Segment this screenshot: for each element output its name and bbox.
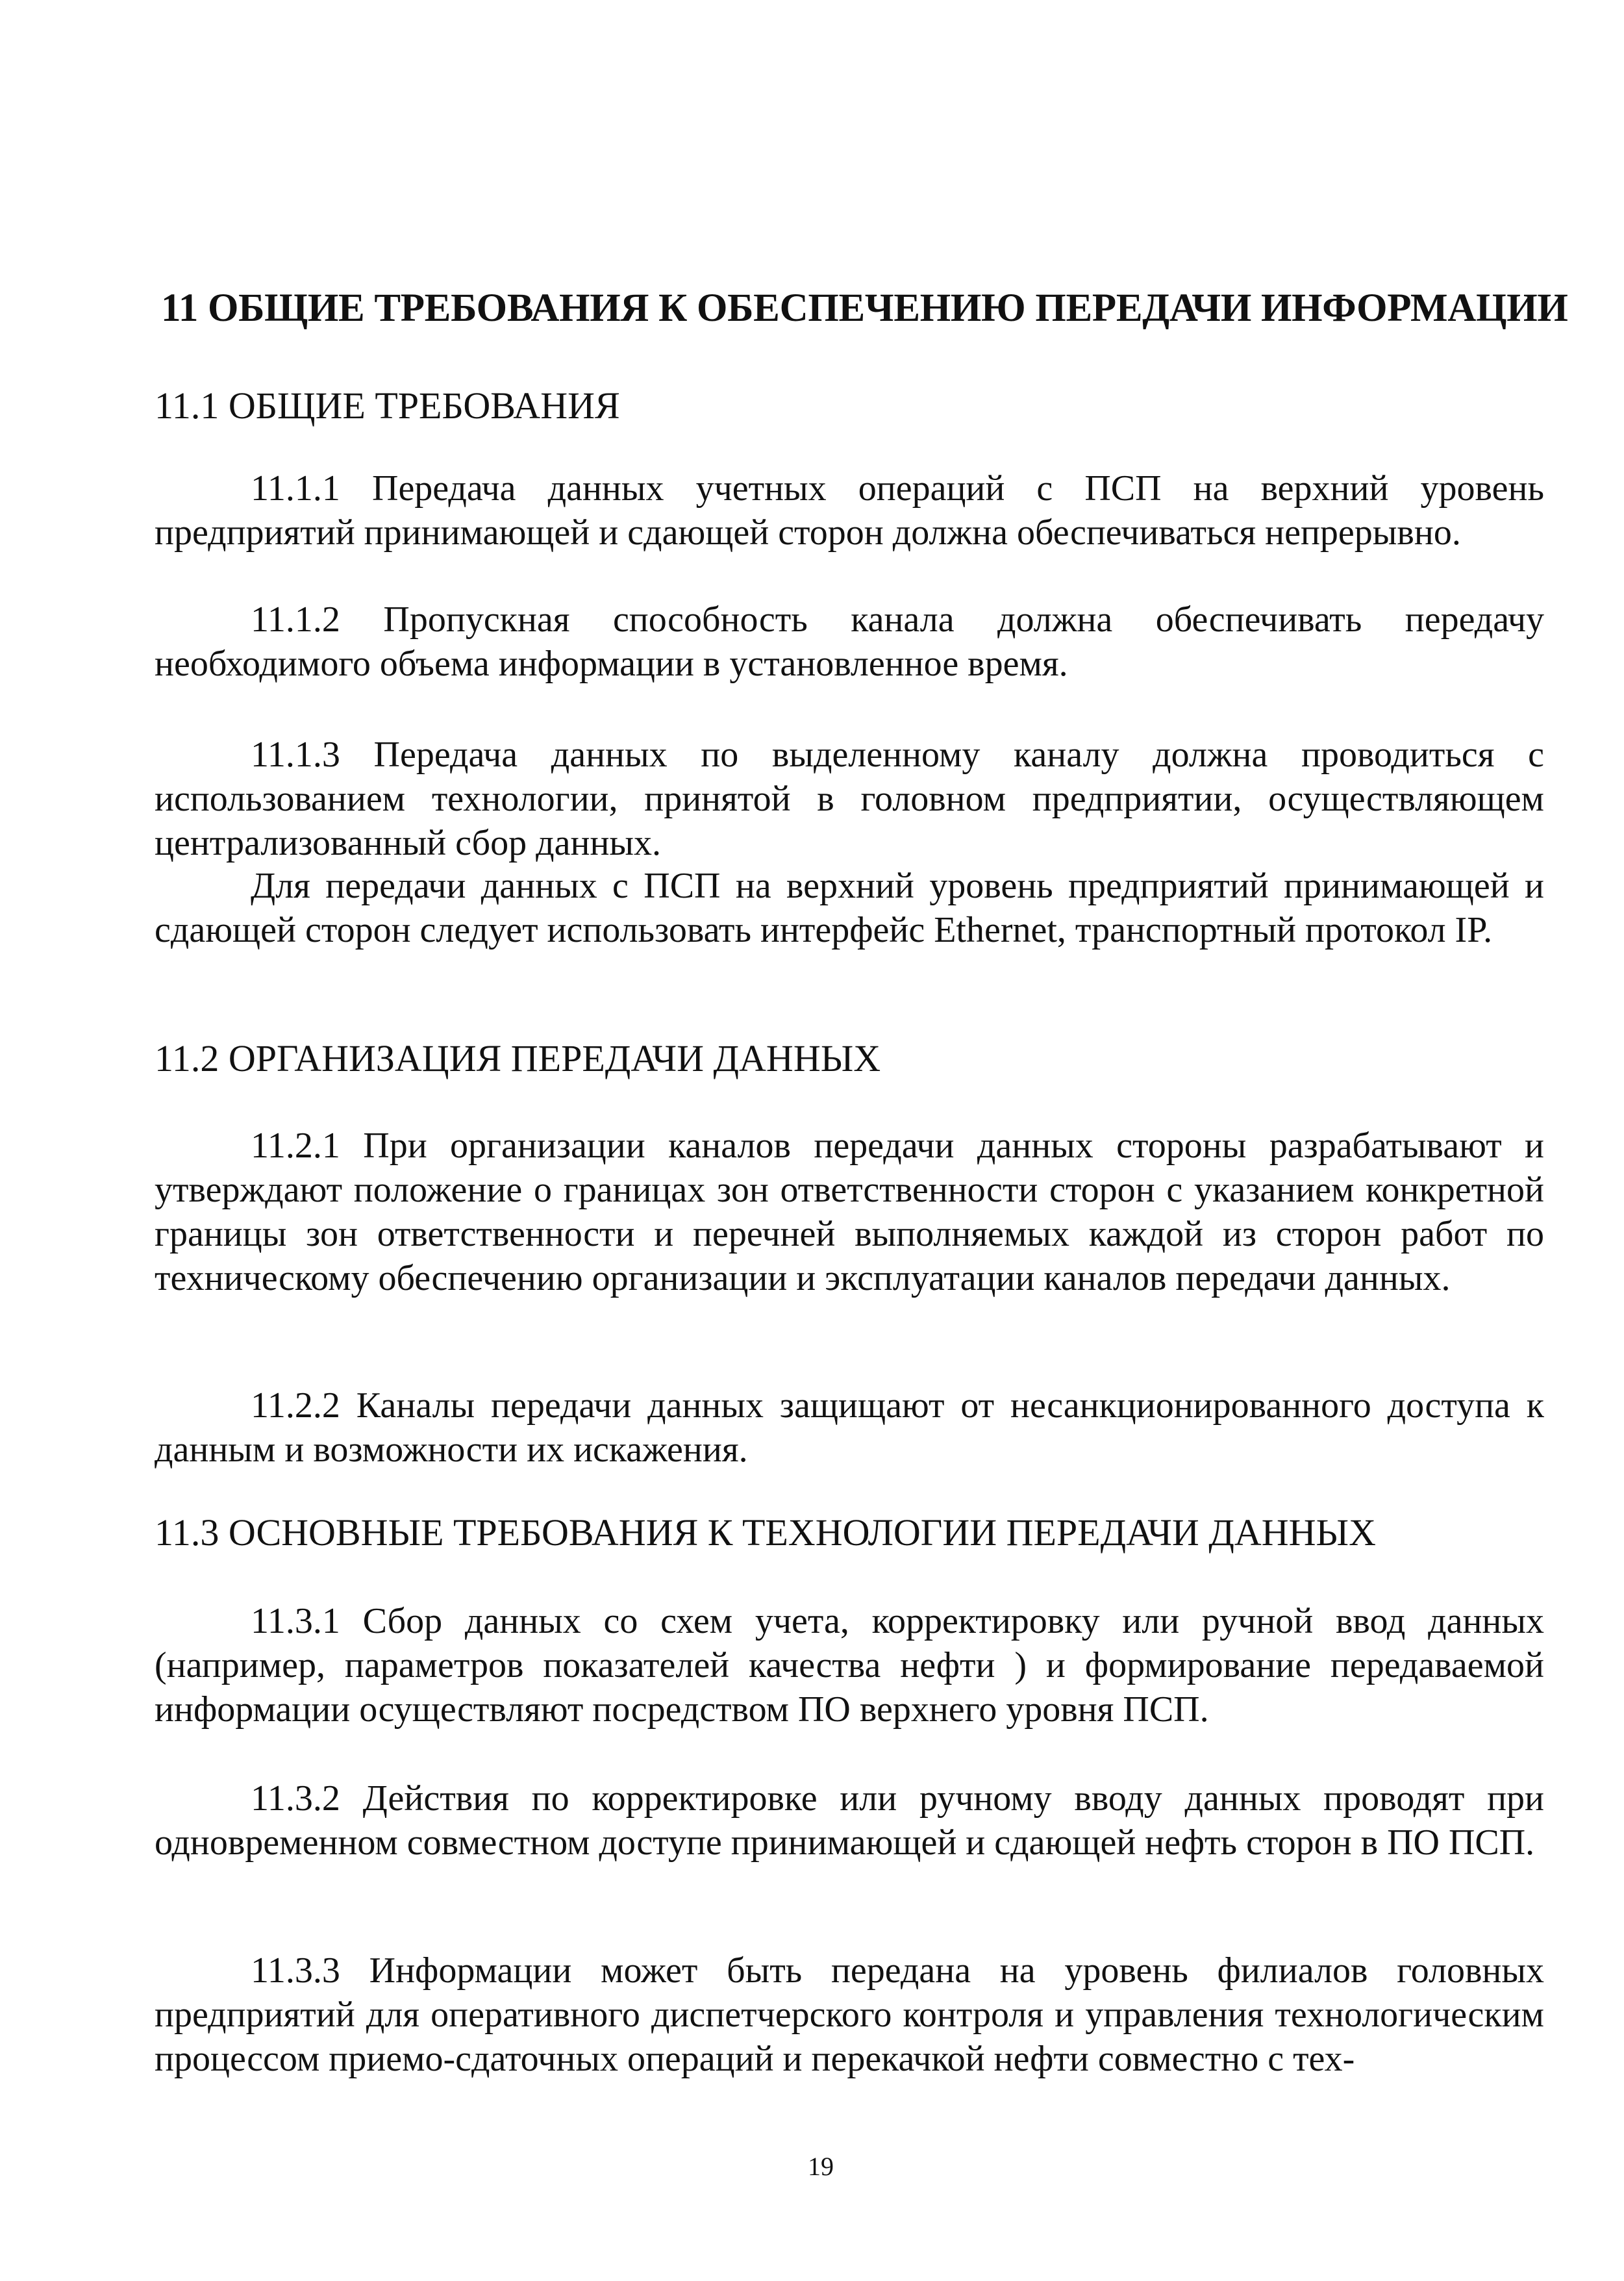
- section-heading-11-1: 11.1 ОБЩИЕ ТРЕБОВАНИЯ: [155, 384, 620, 427]
- paragraph-11-1-3-continued: Для передачи данных с ПСП на верхний уровень предприятий принимающей и сдающей сторон следует использовать интерфейс Ethernet, транспортный протокол IP.: [155, 866, 1544, 950]
- chapter-title: 11 ОБЩИЕ ТРЕБОВАНИЯ К ОБЕСПЕЧЕНИЮ ПЕРЕДАЧИ ИНФОРМАЦИИ: [161, 286, 1568, 330]
- paragraph-11-3-3: 11.3.3 Информации может быть передана на уровень филиалов головных предприятий для оперативного диспетчерского контроля и управления технологическим процессом приемо-сдаточных операций и перекачкой нефти совместно с тех-: [155, 1950, 1544, 2079]
- section-heading-11-2: 11.2 ОРГАНИЗАЦИЯ ПЕРЕДАЧИ ДАННЫХ: [155, 1037, 881, 1079]
- paragraph-11-1-1: 11.1.1 Передача данных учетных операций с ПСП на верхний уровень предприятий принимающей и сдающей сторон должна обеспечиваться непрерывно.: [155, 468, 1544, 553]
- page-number: 19: [808, 2152, 834, 2181]
- paragraph-11-3-2: 11.3.2 Действия по корректировке или ручному вводу данных проводят при одновременном совместном доступе принимающей и сдающей нефть сторон в ПО ПСП.: [155, 1778, 1544, 1863]
- paragraph-11-3-1: 11.3.1 Сбор данных со схем учета, корректировку или ручной ввод данных (например, параметров показателей качества нефти ) и формирование передаваемой информации осуществляют посредством ПО верхнего уровня ПСП.: [155, 1601, 1544, 1730]
- paragraph-11-1-3: 11.1.3 Передача данных по выделенному каналу должна проводиться с использованием технологии, принятой в головном предприятии, осуществляющем централизованный сбор данных.: [155, 735, 1544, 863]
- paragraph-11-2-1: 11.2.1 При организации каналов передачи данных стороны разрабатывают и утверждают положение о границах зон ответственности сторон с указанием конкретной границы зон ответственности и перечней выполняемых каждой из сторон работ по техническому обеспечению организации и эксплуатации каналов передачи данных.: [155, 1126, 1544, 1298]
- paragraph-11-2-2: 11.2.2 Каналы передачи данных защищают от несанкционированного доступа к данным и возможности их искажения.: [155, 1385, 1544, 1470]
- section-heading-11-3: 11.3 ОСНОВНЫЕ ТРЕБОВАНИЯ К ТЕХНОЛОГИИ ПЕРЕДАЧИ ДАННЫХ: [155, 1511, 1377, 1554]
- paragraph-11-1-2: 11.1.2 Пропускная способность канала должна обеспечивать передачу необходимого объема информации в установленное время.: [155, 599, 1544, 684]
